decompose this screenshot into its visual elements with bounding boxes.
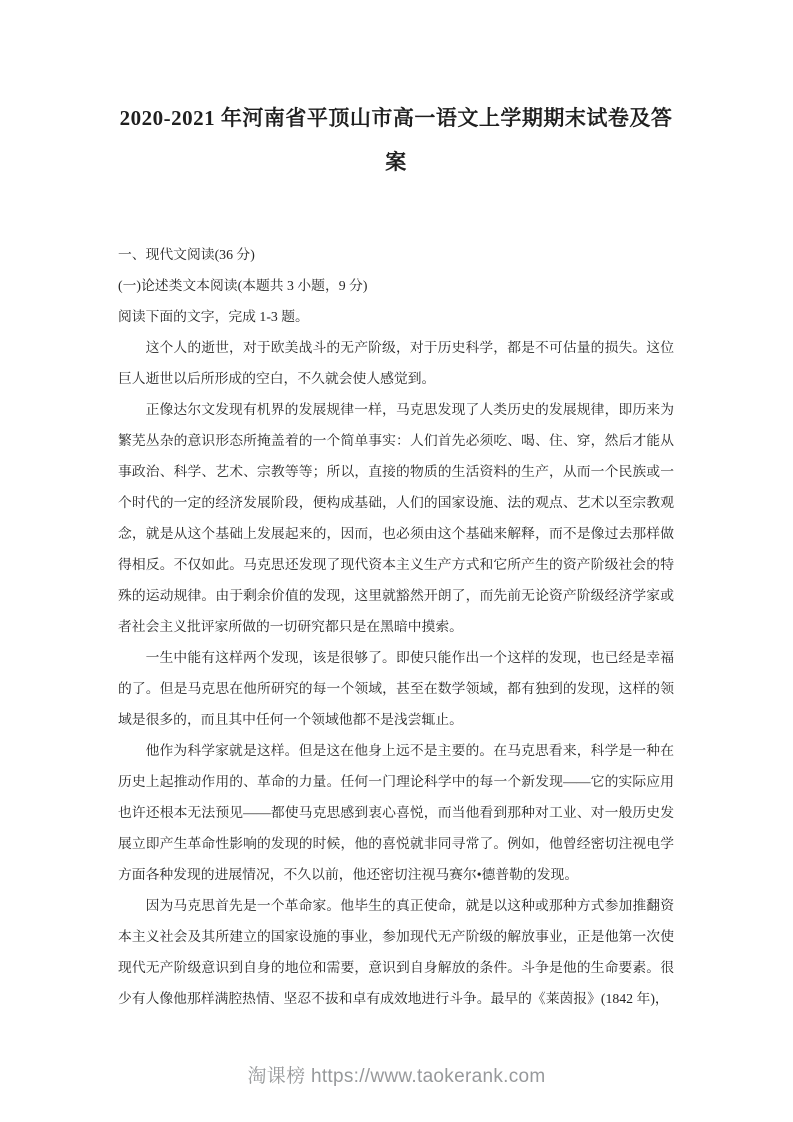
passage-paragraph-2: 正像达尔文发现有机界的发展规律一样，马克思发现了人类历史的发展规律，即历来为繁芜丛杂的意识形态所掩盖着的一个简单事实：人们首先必须吃、喝、住、穿，然后才能从事政治、科学、艺术、宗教等等；所以，直接的物质的生活资料的生产，从而一个民族或一个时代的一定的经济发展阶段，便构成基础，人们的国家设施、法的观点、艺术以至宗教观念，就是从这个基础上发展起来的，因而，也必须由这个基础来解释，而不是像过去那样做得相反。不仅如此。马克思还发现了现代资本主义生产方式和它所产生的资产阶级社会的特殊的运动规律。由于剩余价值的发现，这里就豁然开朗了，而先前无论资产阶级经济学家或者社会主义批评家所做的一切研究都只是在黑暗中摸索。 (118, 402, 674, 634)
document-content (118, 96, 674, 1014)
reading-passage (118, 332, 674, 1014)
footer-watermark (0, 1066, 793, 1088)
section-heading: 一、现代文阅读(36 分) (118, 247, 255, 262)
reading-instruction: 阅读下面的文字，完成 1-3 题。 (118, 309, 309, 324)
passage-paragraph-3: 一生中能有这样两个发现，该是很够了。即使只能作出一个这样的发现，也已经是幸福的了。但是马克思在他所研究的每一个领域，甚至在数学领域，都有独到的发现，这样的领域是很多的，而且其中任何一个领域他都不是浅尝辄止。 (118, 650, 674, 727)
footer-site-text: 淘课榜 https://www.taokerank.com (247, 1066, 546, 1087)
document-body (118, 239, 674, 1014)
document-title: 2020-2021 年河南省平顶山市高一语文上学期期末试卷及答案 (119, 106, 673, 174)
passage-paragraph-4: 他作为科学家就是这样。但是这在他身上远不是主要的。在马克思看来，科学是一种在历史上起推动作用的、革命的力量。任何一门理论科学中的每一个新发现——它的实际应用也许还根本无法预见——都使马克思感到衷心喜悦，而当他看到那种对工业、对一般历史发展立即产生革命性影响的发现的时候，他的喜悦就非同寻常了。例如，他曾经密切注视电学方面各种发现的进展情况，不久以前，他还密切注视马赛尔•德普勒的发现。 (118, 743, 674, 882)
subsection-heading: (一)论述类文本阅读(本题共 3 小题，9 分) (118, 278, 368, 293)
passage-paragraph-5: 因为马克思首先是一个革命家。他毕生的真正使命，就是以这种或那种方式参加推翻资本主义社会及其所建立的国家设施的事业，参加现代无产阶级的解放事业，正是他第一次使现代无产阶级意识到自身的地位和需要，意识到自身解放的条件。斗争是他的生命要素。很少有人像他那样满腔热情、坚忍不拔和卓有成效地进行斗争。最早的《莱茵报》(1842 年)， (118, 898, 674, 1006)
passage-paragraph-1: 这个人的逝世，对于欧美战斗的无产阶级，对于历史科学，都是不可估量的损失。这位巨人逝世以后所形成的空白，不久就会使人感觉到。 (118, 340, 674, 386)
